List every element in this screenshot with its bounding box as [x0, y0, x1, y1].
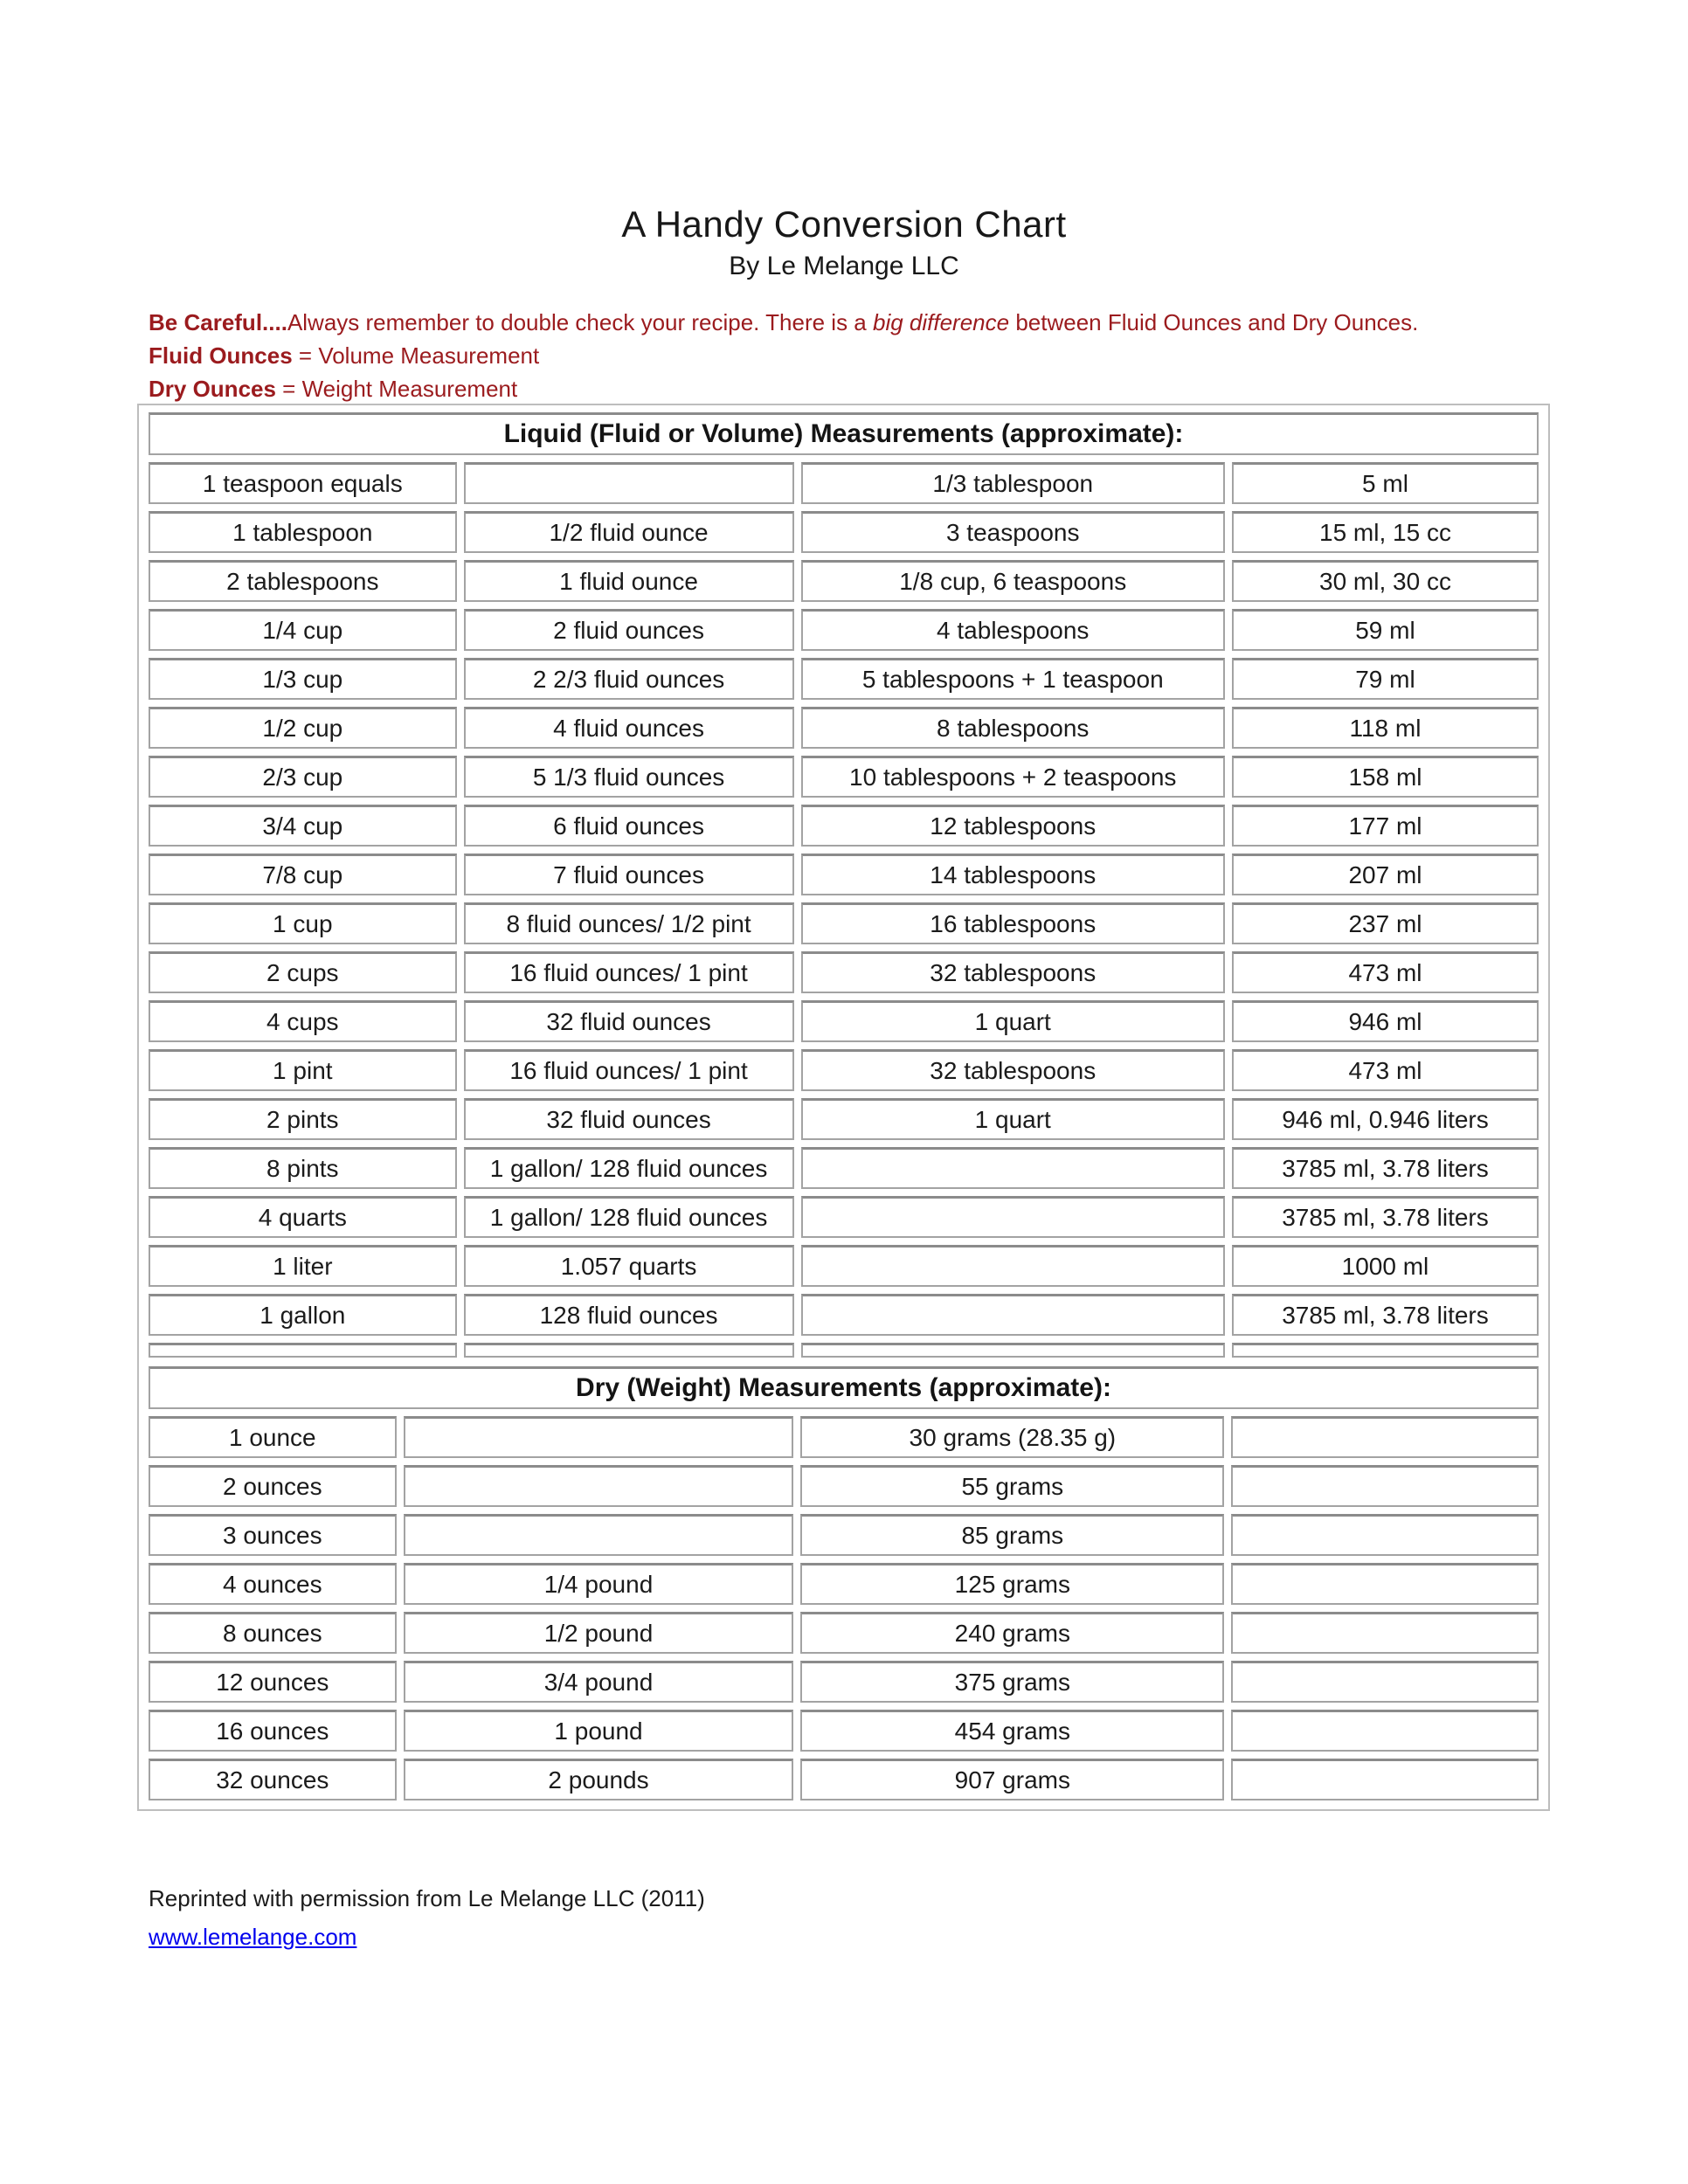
table-cell [404, 1465, 794, 1507]
table-cell [801, 1294, 1225, 1336]
table-cell: 4 quarts [149, 1196, 457, 1238]
table-cell: 1 pint [149, 1049, 457, 1091]
table-cell: 8 pints [149, 1147, 457, 1189]
table-cell: 125 grams [800, 1563, 1224, 1605]
table-cell: 128 fluid ounces [464, 1294, 794, 1336]
table-cell: 1 teaspoon equals [149, 462, 457, 504]
spacer-cell [149, 1343, 457, 1358]
table-row [149, 1710, 1539, 1752]
dry-measurements-table [142, 1359, 1546, 1807]
table-cell: 3/4 pound [404, 1661, 794, 1703]
table-cell [801, 1245, 1225, 1287]
spacer-row [149, 1343, 1539, 1358]
table-row [149, 1196, 1539, 1238]
table-cell: 16 fluid ounces/ 1 pint [464, 1049, 794, 1091]
liquid-table-body [149, 462, 1539, 1358]
table-cell: 2/3 cup [149, 756, 457, 798]
table-cell: 4 cups [149, 1000, 457, 1042]
warning-line-1-bold: Be Careful.... [149, 309, 287, 335]
table-cell: 177 ml [1232, 805, 1539, 847]
table-row [149, 707, 1539, 749]
table-cell: 30 grams (28.35 g) [800, 1416, 1224, 1458]
warning-line-2-text: = Volume Measurement [292, 342, 540, 369]
table-cell: 5 tablespoons + 1 teaspoon [801, 658, 1225, 700]
warning-line-3-text: = Weight Measurement [275, 376, 518, 402]
footer-link[interactable]: www.lemelange.com [149, 1924, 357, 1950]
table-cell: 32 ounces [149, 1759, 397, 1800]
table-cell [404, 1514, 794, 1556]
table-cell: 3785 ml, 3.78 liters [1232, 1294, 1539, 1336]
table-cell: 1 quart [801, 1098, 1225, 1140]
table-cell [1231, 1710, 1539, 1752]
table-cell: 1 gallon/ 128 fluid ounces [464, 1147, 794, 1189]
table-row [149, 1514, 1539, 1556]
warning-line-3-bold: Dry Ounces [149, 376, 276, 402]
table-cell: 59 ml [1232, 609, 1539, 651]
table-row [149, 511, 1539, 553]
table-row [149, 462, 1539, 504]
table-row [149, 1245, 1539, 1287]
table-row [149, 1416, 1539, 1458]
table-cell: 16 fluid ounces/ 1 pint [464, 951, 794, 993]
table-cell: 1 cup [149, 902, 457, 944]
table-cell: 32 tablespoons [801, 951, 1225, 993]
table-cell: 3 teaspoons [801, 511, 1225, 553]
table-cell: 16 ounces [149, 1710, 397, 1752]
table-cell: 1/2 cup [149, 707, 457, 749]
table-cell: 473 ml [1232, 951, 1539, 993]
warning-line-1-italic: big difference [872, 309, 1010, 335]
warning-line-2 [149, 339, 1564, 372]
table-row [149, 1098, 1539, 1140]
table-cell: 1 pound [404, 1710, 794, 1752]
table-cell: 79 ml [1232, 658, 1539, 700]
spacer-cell [1232, 1343, 1539, 1358]
table-cell [1231, 1514, 1539, 1556]
table-cell: 16 tablespoons [801, 902, 1225, 944]
table-cell: 118 ml [1232, 707, 1539, 749]
table-cell: 4 tablespoons [801, 609, 1225, 651]
table-row [149, 951, 1539, 993]
table-cell: 2 fluid ounces [464, 609, 794, 651]
table-row [149, 609, 1539, 651]
table-cell: 2 ounces [149, 1465, 397, 1507]
table-cell: 2 tablespoons [149, 560, 457, 602]
table-row [149, 805, 1539, 847]
table-cell: 85 grams [800, 1514, 1224, 1556]
table-cell: 3785 ml, 3.78 liters [1232, 1196, 1539, 1238]
table-cell [801, 1196, 1225, 1238]
table-cell: 473 ml [1232, 1049, 1539, 1091]
table-cell: 6 fluid ounces [464, 805, 794, 847]
table-row [149, 902, 1539, 944]
table-cell: 4 ounces [149, 1563, 397, 1605]
table-cell: 240 grams [800, 1612, 1224, 1654]
table-cell: 2 2/3 fluid ounces [464, 658, 794, 700]
page-subtitle: By Le Melange LLC [729, 252, 959, 280]
table-cell: 3785 ml, 3.78 liters [1232, 1147, 1539, 1189]
table-cell [1231, 1759, 1539, 1800]
table-cell [1231, 1612, 1539, 1654]
table-cell: 375 grams [800, 1661, 1224, 1703]
table-cell: 1000 ml [1232, 1245, 1539, 1287]
footer-note: Reprinted with permission from Le Melange LLC (2011) [149, 1885, 705, 1911]
table-cell: 3 ounces [149, 1514, 397, 1556]
table-cell: 10 tablespoons + 2 teaspoons [801, 756, 1225, 798]
table-cell: 5 1/3 fluid ounces [464, 756, 794, 798]
table-row [149, 1563, 1539, 1605]
table-cell: 32 fluid ounces [464, 1000, 794, 1042]
table-row [149, 658, 1539, 700]
table-cell: 14 tablespoons [801, 854, 1225, 895]
spacer-cell [464, 1343, 794, 1358]
table-cell: 2 pints [149, 1098, 457, 1140]
table-cell: 907 grams [800, 1759, 1224, 1800]
spacer-cell [801, 1343, 1225, 1358]
table-cell [1231, 1465, 1539, 1507]
table-row [149, 560, 1539, 602]
table-row [149, 854, 1539, 895]
liquid-measurements-table [142, 405, 1546, 1365]
table-cell: 1 gallon [149, 1294, 457, 1336]
dry-table-header-row [149, 1366, 1539, 1409]
table-cell: 1/3 cup [149, 658, 457, 700]
table-cell: 8 ounces [149, 1612, 397, 1654]
dry-table-body [149, 1416, 1539, 1800]
table-cell: 454 grams [800, 1710, 1224, 1752]
table-cell: 4 fluid ounces [464, 707, 794, 749]
table-cell [404, 1416, 794, 1458]
table-row [149, 1759, 1539, 1800]
conversion-tables [137, 404, 1550, 1811]
dry-table-header: Dry (Weight) Measurements (approximate): [149, 1366, 1539, 1409]
table-row [149, 1147, 1539, 1189]
table-cell: 2 pounds [404, 1759, 794, 1800]
table-cell: 946 ml, 0.946 liters [1232, 1098, 1539, 1140]
table-cell: 946 ml [1232, 1000, 1539, 1042]
table-cell: 1/2 fluid ounce [464, 511, 794, 553]
table-cell: 8 tablespoons [801, 707, 1225, 749]
table-cell [1231, 1416, 1539, 1458]
liquid-table-header-row [149, 412, 1539, 455]
table-cell: 1 tablespoon [149, 511, 457, 553]
table-cell [1231, 1661, 1539, 1703]
table-cell: 12 ounces [149, 1661, 397, 1703]
table-cell: 12 tablespoons [801, 805, 1225, 847]
table-cell: 1 fluid ounce [464, 560, 794, 602]
warning-line-2-bold: Fluid Ounces [149, 342, 293, 369]
table-cell [1231, 1563, 1539, 1605]
table-cell: 1/4 cup [149, 609, 457, 651]
table-cell: 1/8 cup, 6 teaspoons [801, 560, 1225, 602]
table-cell: 1 liter [149, 1245, 457, 1287]
warning-line-1 [149, 306, 1564, 339]
table-cell: 2 cups [149, 951, 457, 993]
table-cell: 30 ml, 30 cc [1232, 560, 1539, 602]
table-cell: 15 ml, 15 cc [1232, 511, 1539, 553]
table-cell: 8 fluid ounces/ 1/2 pint [464, 902, 794, 944]
warning-line-1-end: between Fluid Ounces and Dry Ounces. [1009, 309, 1419, 335]
table-cell: 1 gallon/ 128 fluid ounces [464, 1196, 794, 1238]
table-cell: 3/4 cup [149, 805, 457, 847]
warning-block [149, 306, 1564, 405]
table-row [149, 1465, 1539, 1507]
table-row [149, 756, 1539, 798]
warning-line-1-text: Always remember to double check your recipe. There is a [287, 309, 873, 335]
table-cell: 5 ml [1232, 462, 1539, 504]
table-cell: 1/3 tablespoon [801, 462, 1225, 504]
table-cell: 55 grams [800, 1465, 1224, 1507]
table-cell: 7 fluid ounces [464, 854, 794, 895]
table-cell: 32 tablespoons [801, 1049, 1225, 1091]
table-cell: 1/4 pound [404, 1563, 794, 1605]
table-cell: 32 fluid ounces [464, 1098, 794, 1140]
table-cell: 1 quart [801, 1000, 1225, 1042]
table-cell [464, 462, 794, 504]
table-row [149, 1661, 1539, 1703]
table-row [149, 1612, 1539, 1654]
table-row [149, 1049, 1539, 1091]
table-cell: 7/8 cup [149, 854, 457, 895]
table-cell: 1 ounce [149, 1416, 397, 1458]
table-cell: 1/2 pound [404, 1612, 794, 1654]
table-cell: 237 ml [1232, 902, 1539, 944]
table-row [149, 1294, 1539, 1336]
table-cell [801, 1147, 1225, 1189]
table-cell: 207 ml [1232, 854, 1539, 895]
liquid-table-header: Liquid (Fluid or Volume) Measurements (approximate): [149, 412, 1539, 455]
table-row [149, 1000, 1539, 1042]
warning-line-3 [149, 372, 1564, 405]
table-cell: 1.057 quarts [464, 1245, 794, 1287]
page-title: A Handy Conversion Chart [621, 204, 1067, 245]
table-cell: 158 ml [1232, 756, 1539, 798]
